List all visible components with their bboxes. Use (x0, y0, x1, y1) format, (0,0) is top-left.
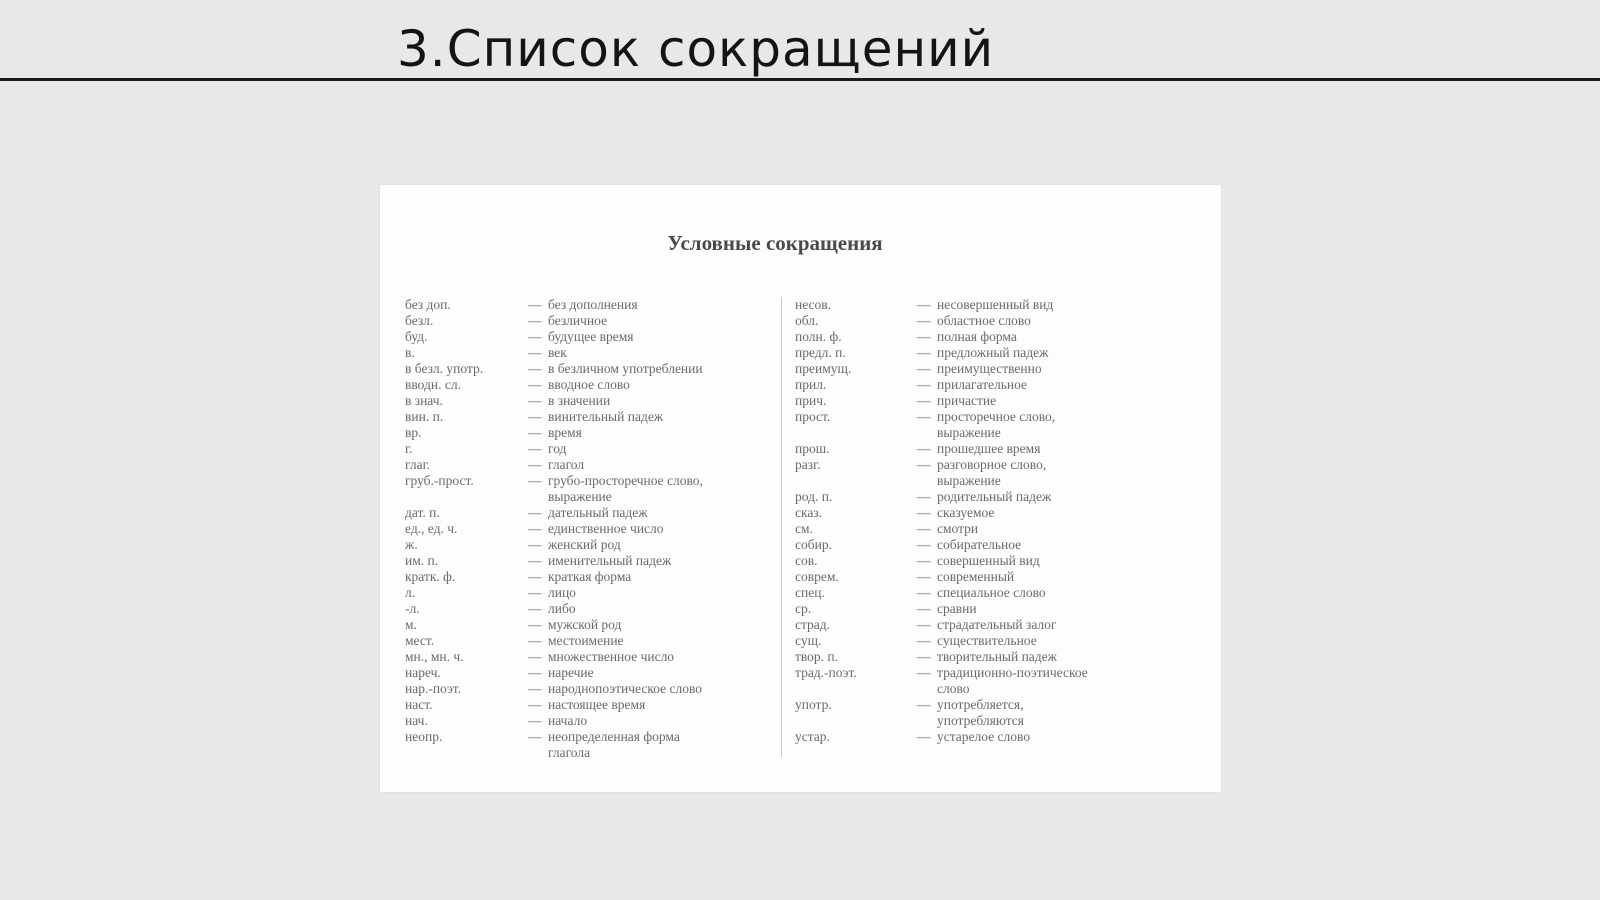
entry-dash: — (528, 409, 542, 424)
abbreviation: в знач. (405, 393, 443, 408)
abbreviation: кратк. ф. (405, 569, 456, 584)
entry-dash: — (917, 601, 931, 616)
abbreviation: обл. (795, 313, 819, 328)
abbreviation-meaning: неопределенная форма (548, 729, 680, 744)
abbreviation-meaning: винительный падеж (548, 409, 664, 424)
abbreviation-meaning: век (548, 345, 567, 360)
entry-dash: — (528, 441, 542, 456)
entry-dash: — (528, 313, 542, 328)
abbreviation-meaning: мужской род (548, 617, 622, 632)
abbreviation-meaning: преимущественно (937, 361, 1042, 376)
abbreviation: вин. п. (405, 409, 444, 424)
abbreviation: глаг. (405, 457, 430, 472)
abbreviation-meaning: прилагательное (937, 377, 1028, 392)
entry-dash: — (528, 553, 542, 568)
abbreviation-meaning: традиционно-поэтическое (937, 665, 1088, 680)
entry-dash: — (917, 697, 931, 712)
abbreviation-meaning: выражение (937, 425, 1001, 440)
entry-dash: — (528, 425, 542, 440)
column-divider (781, 297, 782, 757)
entry-dash: — (917, 345, 931, 360)
abbreviation-meaning: год (548, 441, 567, 456)
abbreviation: г. (405, 441, 413, 456)
abbreviation: сказ. (795, 505, 823, 520)
abbreviation: им. п. (405, 553, 439, 568)
entry-dash: — (917, 729, 931, 744)
scan-heading: Условные сокращения (667, 231, 883, 255)
entry-dash: — (528, 521, 542, 536)
entry-dash: — (917, 633, 931, 648)
entry-dash: — (528, 585, 542, 600)
entry-dash: — (917, 409, 931, 424)
entry-dash: — (917, 313, 931, 328)
slide-title: 3.Список сокращений (397, 20, 995, 78)
abbreviation: твор. п. (795, 649, 839, 664)
abbreviation: нач. (405, 713, 428, 728)
abbreviation-meaning: без дополнения (548, 297, 638, 312)
abbreviation-meaning: современный (937, 569, 1015, 584)
abbreviation-meaning: разговорное слово, (937, 457, 1047, 472)
abbreviation-meaning: просторечное слово, (937, 409, 1056, 424)
abbreviation-meaning: в значении (548, 393, 611, 408)
abbreviation: дат. п. (405, 505, 440, 520)
entry-dash: — (917, 297, 931, 312)
abbreviation-meaning: наречие (548, 665, 594, 680)
abbreviation-meaning: настоящее время (548, 697, 646, 712)
abbreviation: преимущ. (795, 361, 852, 376)
abbreviation: ср. (795, 601, 812, 616)
entry-dash: — (528, 505, 542, 520)
abbreviation: без доп. (405, 297, 451, 312)
entry-dash: — (528, 361, 542, 376)
entry-dash: — (917, 537, 931, 552)
abbreviation-meaning: собирательное (937, 537, 1022, 552)
entry-dash: — (528, 633, 542, 648)
abbreviation-meaning: именительный падеж (548, 553, 672, 568)
abbreviation-meaning: либо (548, 601, 576, 616)
abbreviation: собир. (795, 537, 832, 552)
abbreviation: прил. (795, 377, 827, 392)
abbreviation-meaning: слово (937, 681, 970, 696)
abbreviation-meaning: выражение (937, 473, 1001, 488)
entry-dash: — (917, 393, 931, 408)
entry-dash: — (528, 473, 542, 488)
abbreviation: ед., ед. ч. (405, 521, 458, 536)
abbreviation: м. (405, 617, 417, 632)
title-divider (0, 78, 1600, 81)
abbreviation-meaning: краткая форма (548, 569, 632, 584)
abbreviation-meaning: глагол (548, 457, 585, 472)
abbreviation: полн. ф. (795, 329, 842, 344)
abbreviation-meaning: устарелое слово (937, 729, 1031, 744)
abbreviation-meaning: совершенный вид (937, 553, 1040, 568)
abbreviation-meaning: народнопоэтическое слово (548, 681, 703, 696)
abbreviation: прош. (795, 441, 830, 456)
abbreviation: л. (405, 585, 416, 600)
entry-dash: — (917, 329, 931, 344)
abbreviation: наст. (405, 697, 433, 712)
entry-dash: — (917, 441, 931, 456)
abbreviation-meaning: существительное (937, 633, 1037, 648)
entry-dash: — (528, 697, 542, 712)
abbreviation: спец. (795, 585, 825, 600)
abbreviation: страд. (795, 617, 831, 632)
entry-dash: — (917, 569, 931, 584)
abbreviation-meaning: причастие (937, 393, 997, 408)
abbreviation-meaning: употребляется, (937, 697, 1024, 712)
abbreviation: несов. (795, 297, 832, 312)
entry-dash: — (528, 345, 542, 360)
entry-dash: — (528, 665, 542, 680)
abbreviation: предл. п. (795, 345, 846, 360)
entry-dash: — (917, 665, 931, 680)
abbreviation: груб.-прост. (405, 473, 474, 488)
abbreviation: разг. (795, 457, 821, 472)
entry-dash: — (528, 393, 542, 408)
abbreviation-meaning: в безличном употреблении (548, 361, 703, 376)
abbreviation-meaning: будущее время (548, 329, 634, 344)
abbreviation-meaning: родительный падеж (937, 489, 1052, 504)
entry-dash: — (917, 377, 931, 392)
abbreviation-meaning: единственное число (548, 521, 664, 536)
entry-dash: — (917, 585, 931, 600)
abbreviation-meaning: множественное число (548, 649, 675, 664)
abbreviation: прост. (795, 409, 831, 424)
entry-dash: — (528, 649, 542, 664)
entry-dash: — (917, 489, 931, 504)
abbreviation-meaning: творительный падеж (937, 649, 1057, 664)
abbreviation: сущ. (795, 633, 822, 648)
abbreviation: нар.-поэт. (405, 681, 462, 696)
abbreviation-meaning: полная форма (937, 329, 1017, 344)
abbreviation-meaning: начало (548, 713, 588, 728)
entry-dash: — (917, 361, 931, 376)
abbreviation-meaning: женский род (548, 537, 621, 552)
abbreviation: неопр. (405, 729, 443, 744)
abbreviation: сов. (795, 553, 818, 568)
abbreviation-meaning: специальное слово (937, 585, 1046, 600)
abbreviation: буд. (405, 329, 428, 344)
abbreviation-meaning: лицо (548, 585, 576, 600)
entry-dash: — (917, 505, 931, 520)
abbreviation: см. (795, 521, 813, 536)
abbreviation-meaning: страдательный залог (937, 617, 1057, 632)
abbreviation: ж. (405, 537, 418, 552)
abbreviation-meaning: вводное слово (548, 377, 630, 392)
abbreviation-meaning: прошедшее время (937, 441, 1041, 456)
abbreviation-meaning: употребляются (937, 713, 1025, 728)
entry-dash: — (528, 729, 542, 744)
entry-dash: — (528, 329, 542, 344)
abbreviation-meaning: областное слово (937, 313, 1031, 328)
entry-dash: — (917, 553, 931, 568)
abbreviation-meaning: безличное (548, 313, 608, 328)
abbreviation: соврем. (795, 569, 839, 584)
abbreviation: в. (405, 345, 415, 360)
abbreviation: трад.-поэт. (795, 665, 857, 680)
entry-dash: — (528, 569, 542, 584)
entry-dash: — (528, 713, 542, 728)
entry-dash: — (917, 649, 931, 664)
entry-dash: — (917, 457, 931, 472)
abbreviation-meaning: местоимение (548, 633, 624, 648)
abbreviation: мест. (405, 633, 435, 648)
abbreviation: употр. (795, 697, 832, 712)
abbreviation-meaning: глагола (548, 745, 591, 760)
abbreviation: -л. (405, 601, 420, 616)
entry-dash: — (528, 297, 542, 312)
entry-dash: — (528, 377, 542, 392)
entry-dash: — (528, 537, 542, 552)
abbreviation: нареч. (405, 665, 441, 680)
abbreviation-meaning: предложный падеж (937, 345, 1049, 360)
entry-dash: — (528, 601, 542, 616)
abbreviation-meaning: время (548, 425, 582, 440)
abbreviation: вр. (405, 425, 422, 440)
abbreviation-meaning: грубо-просторечное слово, (548, 473, 703, 488)
abbreviation: в безл. употр. (405, 361, 484, 376)
abbreviation-meaning: сказуемое (937, 505, 995, 520)
entry-dash: — (917, 521, 931, 536)
abbreviation-meaning: смотри (937, 521, 979, 536)
abbreviation: вводн. сл. (405, 377, 461, 392)
abbreviation: устар. (795, 729, 830, 744)
abbreviation-meaning: дательный падеж (548, 505, 648, 520)
abbreviation-meaning: несовершенный вид (937, 297, 1054, 312)
entry-dash: — (528, 617, 542, 632)
abbreviations-scan (380, 185, 1221, 792)
abbreviation: безл. (405, 313, 434, 328)
abbreviation: род. п. (795, 489, 833, 504)
entry-dash: — (528, 457, 542, 472)
abbreviation: мн., мн. ч. (405, 649, 464, 664)
abbreviation-meaning: сравни (937, 601, 977, 616)
abbreviation-meaning: выражение (548, 489, 612, 504)
entry-dash: — (528, 681, 542, 696)
entry-dash: — (917, 617, 931, 632)
abbreviation: прич. (795, 393, 827, 408)
